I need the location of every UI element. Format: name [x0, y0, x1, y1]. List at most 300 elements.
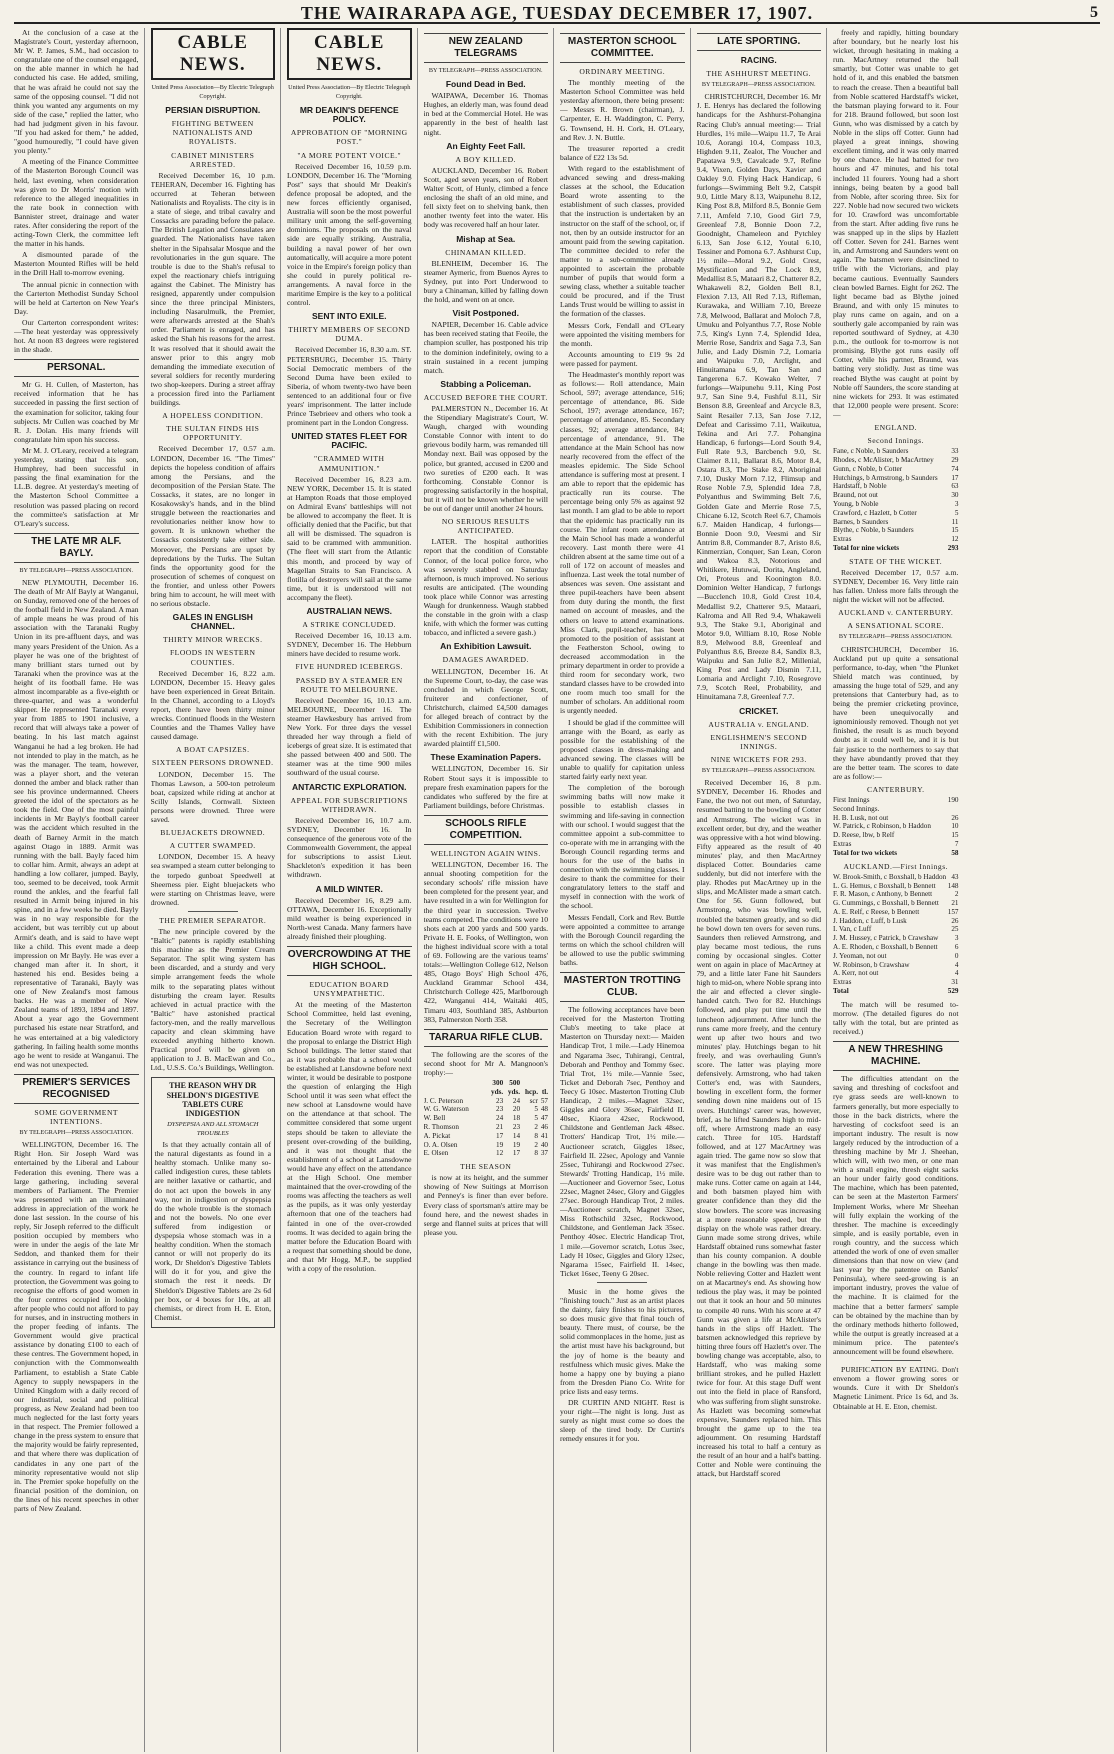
table-cell: 8: [534, 1131, 539, 1140]
table-cell: E. Olsen: [423, 1149, 449, 1158]
table-header-row: [424, 1079, 549, 1088]
subheading: SIXTEEN PERSONS DROWNED.: [152, 758, 274, 768]
article-paragraph: Music in the home gives the "finishing touch." Just as an artist places the dainty, fairy finishes to his pictures, so does music give that final touch of beauty. There must, of course, be the solid commonplaces in the home, just as the artist must have his background, but the joy of home is the beauty and restfulness which music gives. Make the home a happy one by buying a piano from the Dresden Piano Co. Write for price lists and easy terms.: [560, 1286, 685, 1396]
article-paragraph: At the conclusion of a case at the Magistrate's Court, yesterday afternoon, Mr W. P. James, S.M., had occasion to congratulate one of the counsel engaged, on the able manner in which he had conducted his case. He added, smiling, that he was afraid he could not say the same of the opposing counsel. "I did not think you wanted any arguments on my side of the case," replied the latter, who had had judgment given in his favour. "If you had asked for them," he added, "good humouredly, "I could have given you plenty.": [14, 28, 139, 156]
article-paragraph: A meeting of the Finance Committee of the Masterton Borough Council was held, last evening, when consideration was given to Dr Morris' motion with reference to the alleged inequalities in the rate book in connection with Bannister street, drainage and water rates. After considering the report of the acting-Town Clerk, the committee left the matter in his hands.: [14, 157, 139, 249]
subheading: FIVE HUNDRED ICEBERGS.: [295, 662, 403, 672]
table-row: [833, 500, 959, 509]
heading-trotting: MASTERTON TROTTING CLUB.: [560, 972, 685, 1002]
subheading: A STRIKE CONCLUDED.: [302, 620, 397, 630]
table-cell: hcp.: [525, 1087, 539, 1096]
table-cell: 19: [495, 1140, 504, 1149]
subheading: ORDINARY MEETING.: [579, 67, 666, 76]
table-cell: Braund, not out: [833, 491, 878, 500]
article-paragraph: Messrs Fendall, Cork and Rev. Buttle were appointed a committee to arrange with the Borough Council regarding the terms on which the school children will be allowed to use the public swimming baths.: [560, 912, 685, 967]
heading-personal: PERSONAL.: [14, 359, 139, 377]
heading-found-dead: Found Dead in Bed.: [445, 79, 526, 90]
table-cell: 2: [534, 1122, 539, 1131]
table-cell: Fane, c Noble, b Saunders: [833, 447, 909, 456]
table-cell: 5: [954, 508, 959, 517]
table-cell: 63: [951, 482, 959, 491]
table-cell: 24: [495, 1114, 504, 1123]
table-row: [833, 969, 959, 978]
table-cell: W. Patrick, c Robinson, b Haddon: [833, 822, 931, 831]
table-cell: A. Pickat: [423, 1131, 451, 1140]
table-cell: W. Robinson, b Crawshaw: [833, 960, 910, 969]
table-row: [833, 796, 959, 805]
table-cell: First Innings: [833, 796, 870, 805]
column-4: [424, 28, 555, 1752]
table-cell: tl.: [541, 1087, 548, 1096]
table-cell: Total for nine wickets: [833, 543, 900, 552]
table-row: [424, 1132, 549, 1141]
table-cell: 4: [954, 969, 959, 978]
table-cell: Gunn, c Noble, b Cotter: [833, 464, 903, 473]
subheading: A SENSATIONAL SCORE.: [847, 621, 944, 631]
article-paragraph: The match will be resumed to-morrow. (The detailed figures do not tally with the total, but are printed as received.): [833, 999, 959, 1037]
article-paragraph: BLENHEIM, December 16. The steamer Aymeric, from Buenos Ayres to Sydney, put into Port Underwood to bury a Chinaman, killed by falling down the hold, and went on at once.: [423, 258, 548, 305]
table-row: [833, 491, 959, 500]
article-paragraph: The completion of the borough swimming baths will now make it possible to establish classes in swimming and life-saving in connection with our school. I would suggest that the committee appoint a sub-committee to co-operate with me in arranging with the Borough Council regarding terms and hours for the use of the baths in connection with the swimming classes. I desire to thank the committee for their congratulatory letters to the staff and myself in connection with the work of the school.: [560, 783, 685, 911]
ad-title: THE REASON WHY DR SHELDON'S DIGESTIVE TABLETS CURE INDIGESTION: [166, 1081, 259, 1118]
table-row: [833, 840, 959, 849]
table-cell: 23: [495, 1105, 504, 1114]
column-3: [287, 28, 418, 1752]
subheading: APPEAL FOR SUBSCRIPTIONS WITHDRAWN.: [290, 795, 408, 814]
subheading: DAMAGES AWARDED.: [442, 655, 529, 665]
article-paragraph: Received December 16, 8.29 a.m. OTTAWA, December 16. Exceptionally mild weather is being experienced in North-west Canada. Many farmers have already finished their ploughing.: [287, 895, 412, 941]
table-row: [833, 518, 959, 527]
table-cell: 20: [512, 1105, 521, 1114]
article-paragraph: Received December 17, 0.57 a.m. LONDON, December 16. "The Times" depicts the hopeless condition of affairs among the Persians, and the decomposition of the Persian State. The Cossacks, it states, are no longer in Kosakowsky's hands, and in the blind struggle between the reactionaries and revolutionaries neither know how to govern. It is unknown whether the Cossacks consistently take either side. Moreover, the Persians are upset by depredations by the Turks. The Sultan finds the opportunity good for the prosecution of schemes of conquest on the frontier, and unless other Powers bring him to account, he will meet with no serious obstacle.: [150, 444, 275, 609]
article-paragraph: CHRISTCHURCH, December 16. Auckland put up quite a sensational performance, to-day, when "the Plunket Shield match was continued, by amassing the huge total of 529, and any pretensions that Canterbury had, as to being the premier cricketing province, have been unequivocally and ignominiously removed. Though not yet finished, the result is as much beyond doubt as it could well be, and it is but fair justice to the northerners to say that they have abundantly proved that they are the better team. The scores to date are as follow:—: [833, 644, 959, 781]
table-cell: 58: [951, 848, 959, 857]
article-paragraph: At the meeting of the Masterton School Committee, held last evening, the Secretary of the Wellington Education Board wrote with regard to the proposal to enlarge the District High School buildings. The letter stated that as it was probable that a school would be established at Lansdowne before next winter, it would be desirable to postpone the question of enlarging the High School until it was seen what effect the new school at Lansdowne would have on the attendance at that school. The committee considered that some urgent steps should be taken to alleviate the present over-crowding of the building, and it was not thought that the establishment of a school at Lansdowne would have any effect on the attendance at the High School. One member maintained that the over-crowding of the rooms was affecting the teachers as well as the pupils, as it was only yesterday afternoon that one of the teachers had fainted in one of the over-crowded rooms. It was decided to again bring the matter before the Education Board with a request that something should be done, and that Mr Hogg, M.P., be supplied with a copy of the resolution.: [287, 1000, 412, 1273]
table-cell: 41: [540, 1131, 548, 1140]
table-cell: 30: [951, 491, 959, 500]
table-row: [833, 814, 959, 823]
heading-cable-news: CABLE NEWS.: [287, 28, 412, 80]
heading-late-sporting: LATE SPORTING.: [697, 33, 822, 51]
subheading: ENGLISHMEN'S SECOND INNINGS.: [710, 732, 808, 751]
subheading: FLOODS IN WESTERN COUNTIES.: [169, 648, 256, 667]
table-cell: 293: [947, 543, 959, 552]
article-paragraph: Received December 16, 8.30 a.m. ST. PETERSBURG, December 15. Thirty Social Democratic members of the Second Duma have been exiled to Siberia, of whom twenty-two have been sentenced to an additional four or five years' imprisonment. The latter include Prince Tsebrieev and others who took a prominent part in the London Congress.: [287, 345, 412, 428]
article-paragraph: PURIFICATION BY EATING. Don't envenom a flower growing sores or wounds. Cure it with Dr Sheldon's Magnetic Liniment. Price 1s 6d, and 3s. Obtainable at H. E. Eton, chemist.: [833, 1365, 959, 1411]
table-row: [424, 1149, 549, 1158]
table-cell: [538, 1079, 548, 1088]
table-total-row: [833, 987, 959, 996]
article-paragraph: The treasurer reported a credit balance of £22 13s 5d.: [560, 143, 685, 162]
article-paragraph: The Headmaster's monthly report was as follows:— Roll attendance, Main School, 597; average attendance, 516; percentage of attendance, 86. Side School, 197; average attendance, 167; percentage of attendance, 85. Secondary classes, 92; average attendance, 84; percentage of attendance, 91. The attendance at the Main School has now nearly recovered from the effect of the measles epidemic. The Side School attendance is suffering most at present. I am able to report that the epidemic has practically run its course. The percentage being only 5% as against 92 last month. I am glad to be able to report that the epidemic has practically run its course. The infant room attendance at the Main School has made a wonderful recovery. Last month there were 41 children absent at the same time out of a roll of 172 on account of measles and influenza. Last week the total number of absences was seven. One assistant and three pupil-teachers have been absent from duty during the month, the first named on account of measles, and the others on leave to attend examinations. Miss Clark, pupil-teacher, has been promoted to the position of assistant at the Featherston School, owing to decreased accommodation in the primary department in order to provide a third room for secondary work, two standard classes have to be crowded into one room much too small for the number of scholars. An additional room is urgently needed.: [560, 370, 685, 716]
article-paragraph: With regard to the establishment of advanced sewing and dress-making classes at the school, the Education Board wrote assenting to the establishment of such classes, provided that the instruction is undertaken by an instructor on the staff of the school, or, if not, then by an outside instructor for an amount paid from the sewing capitation. The committee decided to refer the matter to a sub-committee already appointed to ascertain the probable number of pupils that would form a sewing class, whether a suitable teacher could be procured, and if the Trust Lands Trust would be willing to assist in the formation of the classes.: [560, 163, 685, 319]
subheading: STATE OF THE WICKET.: [849, 556, 943, 566]
table-cell: I. Van, c Luff: [833, 925, 872, 934]
subheading: AUSTRALIA v. ENGLAND.: [708, 719, 810, 729]
heading-exam-papers: These Examination Papers.: [430, 752, 542, 763]
table-cell: 4: [954, 960, 959, 969]
table-cell: Total: [833, 987, 849, 996]
article-paragraph: Received December 16, 8.23 a.m. NEW YORK, December 15. It is stated at Hampton Roads that those employed on Admiral Evans' battleships will not be allowed to accompany the fleet. It is officially denied that the Pacific, but that all will be dismissed. The squadron is said to be crammed with ammunition. (The fleet will start from the Atlantic this month, and proceed by way of Magellan Straits to San Francisco. A flotilla of destroyers will sail at the same time, but it is understood will not accompany the fleet).: [287, 474, 412, 602]
subheading: A BOY KILLED.: [455, 154, 516, 164]
table-row: [833, 456, 959, 465]
subheading: SOME GOVERNMENT INTENTIONS.: [34, 1107, 119, 1127]
article-paragraph: PALMERSTON N., December 16. At the Stipendiary Magistrate's Court, W. Waugh, charged with wounding Constable Connor with intent to do grievous bodily harm, was remanded till Monday next. Bail was opposed by the police, but granted, accused in £200 and two sureties of £200 each. It was forthcoming. Constable Connor is progressing satisfactorily in the hospital, but it will not be known whether he will be out of danger until another 24 hours.: [423, 404, 548, 514]
table-cell: A. E. Rhoden, c Boxshall, b Bennett: [833, 943, 938, 952]
subheading: THIRTY MEMBERS OF SECOND DUMA.: [288, 325, 411, 344]
table-row: [833, 943, 959, 952]
subheading: AUCKLAND v. CANTERBURY.: [838, 608, 954, 618]
column-7: [833, 28, 964, 1752]
table-cell: yds.: [507, 1087, 521, 1096]
table-cell: 47: [540, 1114, 548, 1123]
table-row: [833, 925, 959, 934]
heading-premier: PREMIER'S SERVICES RECOGNISED: [14, 1074, 139, 1104]
table-cell: 5: [534, 1105, 539, 1114]
article-paragraph: The annual picnic in connection with the Carterton Methodist Sunday School will be held at Carterton on New Year's Day.: [14, 279, 139, 316]
subheading: APPROBATION OF "MORNING POST.": [290, 128, 408, 147]
table-cell: 29: [951, 456, 959, 465]
table-cell: 46: [540, 1122, 548, 1131]
table-row: [833, 899, 959, 908]
masthead-title: THE WAIRARAPA AGE, TUESDAY DECEMBER 17, 1907.: [300, 2, 814, 23]
table-cell: O. A. Olsen: [423, 1140, 458, 1149]
heading-school-committee: MASTERTON SCHOOL COMMITTEE.: [560, 33, 685, 63]
subheading: A CUTTER SWAMPED.: [169, 841, 256, 851]
table-cell: 43: [951, 872, 959, 881]
heading-rifle: SCHOOLS RIFLE COMPETITION.: [424, 815, 549, 845]
table-row: [833, 908, 959, 917]
article-paragraph: The new principle covered by the "Baltic" patents is rapidly establishing this machine as the Premier Cream Separator. The split wing system has been discarded, and a sturdy and very simple arrangement feeds the whole milk to the separating plates without disturbing the cream layer. Results achieved in actual practice with the "Baltic" have astonished practical factory-men, and the really marvellous capacity and clean skimming have exceeded anything hitherto known. Practical proof will be given on application to J. B. MacEwan and Co., Ltd., U.S.S. Co.'s Buildings, Wellington.: [150, 926, 275, 1073]
heading-overcrowding: OVERCROWDING AT THE HIGH SCHOOL.: [287, 946, 412, 976]
article-paragraph: Mr M. J. O'Leary, received a telegram yesterday, stating that his son, Humphrey, had been successful in passing the final examination for the LL.B. degree. At yesterday's meeting of the Masterton School Committee a resolution was passed placing on record the committee's satisfaction at Mr O'Leary's success.: [14, 445, 139, 528]
table-cell: 8: [534, 1149, 539, 1158]
table-row: [833, 873, 959, 882]
subheading: A HOPELESS CONDITION.: [162, 411, 264, 421]
ad-text: Is that they actually contain all of the natural digestants as found in a healthy stomach. Unlike many so-called indigestion cures, these tablets are neither laxative or cathartic, and do not act upon the bowels in any way, nor in indigestion or dyspepsia do the whole trouble is the stomach and not the bowels. No one ever suffered from indigestion or dyspepsia whose stomach was in a healthy condition. When the stomach cannot or will not properly do its work, Dr Sheldon's Digestive Tablets will do it for you, and give the stomach the rest it needs. Dr Sheldon's Digestive Tablets are 2s 6d per box, or 4 boxes for 10s, at all chemists, or direct from H. E. Eton, Chemist.: [154, 1140, 271, 1322]
article-paragraph: WELLINGTON, December 16. The annual shooting competition for the secondary schools' rifle mission have been completed for the present year, and have resulted in a win for Wellington for the third year in succession. Twelve teams competed. The conditions were 10 shots each at 200 yards and 500 yards. Private H. E. Fooks, of Wellington, won the highest individual score with a total of 69. Following are the various teams' totals:—Wellington College 612, Nelson 485, Otago Boys' High School 476, Auckland Grammar School 434, Christchurch College 425, Marlborough 422, Wanganui 414, Waitaki 405, Timaru 403, Southland 385, Ashburton 383, Palmerston North 358.: [423, 860, 548, 1024]
table-cell: W. Bell: [423, 1114, 446, 1123]
press-credit: BY TELEGRAPH—PRESS ASSOCIATION.: [701, 767, 816, 775]
heading-australian: AUSTRALIAN NEWS.: [306, 605, 392, 616]
table-cell: 11: [951, 517, 959, 526]
table-row: [833, 952, 959, 961]
heading-mishap: Mishap at Sea.: [456, 233, 516, 244]
article-paragraph: Received December 16, 8 p.m. SYDNEY, December 16. Rhodes and Fane, the two not out men, of Saturday, resumed batting to the bowling of Cotter and Armstrong. The wicket was in excellent order, but dry, and the weather was oppressive with a hot wind blowing. Fifty appeared as the result of 40 minutes' play, and then MacArtney displaced Cotter. Boundaries came suddenly, but did not interfere with the play. Rhodes put MacArtney up in the slips, and McAlister made a smart catch. One for 56. Gunn followed, but Armstrong, who was bowling well, troubled the batsmen greatly, and so did he bowl down ten overs for seven runs. Saunders then relieved Armstrong, and play became most tedious, the runs coming by occasional singles. Cotter went on again in place of MacArtney at 79, and a little later Fane hit Saunders high to mid-on, where Noble sprang into the air and effected a clever single-handed catch. Two for 82. Hutchings followed, and play put time until the luncheon adjournment. After lunch the runs came more freely, and the century went up after two hours and two minutes' play. Hutchings began to hit freely, and was overhauling Gunn's score. The latter was playing more defensively. Armstrong, who had taken Cotter's end, was with Saunders, bowling in excellent form, the former sending down nine maidens out of 15 overs. Hutchings' career was, however, brief, as he lifted Saunders high to mid-off, where Armstrong made an easy catch. Three for 105. Hardstaff followed, and at 127 MacArtney was again tried. The game now so slow that it was manifest that the Englishmen's desire was to be dug out rather than to make runs. Cotter came on again at 144, and both batsmen played him with greater confidence than they did the slow bowlers. The score was increasing at a more reasonable speed, but the display on the whole was rather dreary. Gunn made some strong drives, while Hardstaff obtained runs somewhat faster than his county companion. A double change in the bowling was then made. Noble relieving Cotter and Hazlett went on at Macartney's end. As showing how tedious the play was, it may be pointed out that it took an hour and 50 minutes to compile 40 runs. With his score at 47 Gunn was given a life at McAlister's hands in the slips off Hazlett. The batsmen acknowledged this reprieve by hitting three fours off Hazlett's over. The bowling change was acceptable, also, to Hardstaff, who was making some brilliant strokes, and he pulled Hazlett twice for four. At this stage Duff went out into the field in place of Ransford, who was suffering from slight sunstroke. As Hazlett was becoming somewhat expensive, Saunders replaced him. This brought the game up to the tea adjournment. On resuming Hardstaff increased his total to half a century as the result of an hour and a half's batting. Cotter and Noble were continuing the attack, but Hardstaff scored: [696, 778, 821, 1479]
article-paragraph: Accounts amounting to £19 9s 2d were passed for payment.: [560, 349, 685, 368]
press-credit: BY TELEGRAPH—PRESS ASSOCIATION.: [701, 81, 816, 89]
subheading: PASSED BY A STEAMER EN ROUTE TO MELBOURNE.: [295, 675, 403, 694]
table-cell: 300: [492, 1079, 504, 1087]
table-cell: 0: [954, 951, 959, 960]
table-cell: W. G. Waterson: [423, 1105, 469, 1114]
subheading: CHINAMAN KILLED.: [445, 247, 527, 257]
table-cell: Extras: [833, 535, 852, 544]
table-cell: 74: [951, 464, 959, 473]
table-cell: 17: [951, 473, 959, 482]
heading-antarctic: ANTARCTIC EXPLORATION.: [292, 781, 407, 792]
article-paragraph: WELLINGTON, December 16. At the Supreme Court, to-day, the case was concluded in which George Scott, fruiterer and confectioner, of Christchurch, claimed £4,500 damages for alleged breach of contract by the Exhibition Commissioners in connection with the recent Exhibition. The jury awarded plaintiff £1,500.: [423, 666, 548, 749]
table-row: [833, 474, 959, 483]
table-cell: 57: [540, 1096, 548, 1105]
subheading: EDUCATION BOARD UNSYMPATHETIC.: [309, 980, 389, 999]
article-paragraph: NAPIER, December 16. Cable advice has been received stating that Feoile, the champion sculler, has postponed his trip to the dominion indefinitely, owing to a strain sustained in a recent jumping match.: [423, 320, 548, 375]
masthead: [14, 4, 1100, 24]
table-cell: [424, 1088, 487, 1097]
press-credit: BY TELEGRAPH—PRESS ASSOCIATION.: [19, 566, 134, 574]
table-row: [424, 1123, 549, 1132]
canterbury-score-table: [833, 796, 959, 858]
advertisement: [151, 1077, 276, 1327]
heading-tararua: TARARUA RIFLE CLUB.: [424, 1029, 549, 1047]
column-2: [151, 28, 282, 1752]
subheading: Second Innings.: [867, 436, 924, 446]
heading-deakin: MR DEAKIN'S DEFENCE POLICY.: [299, 105, 399, 125]
subheading: THE SEASON: [460, 1162, 512, 1172]
table-cell: 10: [951, 822, 959, 831]
table-row: [833, 822, 959, 831]
article-paragraph: Mr G. H. Cullen, of Masterton, has received information that he has succeeded in passing the first section of the examination for solicitor, taking four subjects. Mr Cullen was coached by Mr R. J. Dolan. His many friends will congratulate him upon his success.: [14, 380, 139, 444]
article-paragraph: WAIPAWA, December 16. Thomas Hughes, an elderly man, was found dead in bed at the Commercial Hotel. He was apparently in the best of health last night.: [423, 91, 548, 137]
subheading: NINE WICKETS FOR 293.: [710, 754, 807, 764]
table-cell: 7: [954, 840, 959, 849]
table-cell: A. E. Relf, c Reese, b Bennett: [833, 907, 920, 916]
article-paragraph: LATER. The hospital authorities report that the condition of Constable Connor, of the local police force, who was severely stabbed on Saturday afternoon, is much improved. No serious results are anticipated. (The wounding took place while Connor was arresting Waugh for drunkenness. Waugh stabbed the constable in the groin with a clasp knife, with which the former was cutting tobacco, and inflicted a severe gash.): [423, 537, 548, 638]
divider: [597, 1282, 647, 1283]
article-paragraph: WELLINGTON, December 16. Sir Robert Stout says it is impossible to prepare fresh examination papers for the candidates who suffered by the fire at Parliament buildings, before Christmas.: [423, 764, 548, 810]
table-cell: 2: [534, 1140, 539, 1149]
table-cell: G. Cummings, c Boxshall, b Bennett: [833, 899, 939, 908]
rifle-score-table: [424, 1079, 549, 1158]
subheading: BLUEJACKETS DROWNED.: [160, 828, 266, 838]
article-paragraph: Received December 17, 0.57 a.m. SYDNEY, December 16. Very little rain has fallen. Unless more falls through the night the wicket will not be affected.: [833, 567, 959, 605]
article-paragraph: A dismounted parade of the Masterton Mounted Rifles will be held in the Drill Hall to-morrow evening.: [14, 250, 139, 278]
press-credit: United Press Association—By Electric Telegraph Copyright.: [288, 84, 411, 101]
table-cell: Extras: [833, 978, 852, 987]
heading-bayly: THE LATE MR ALF. BAYLY.: [14, 533, 139, 563]
heading-visit: Visit Postponed.: [452, 308, 519, 319]
table-cell: Young, b Noble: [833, 500, 879, 508]
table-cell: 37: [540, 1149, 548, 1158]
article-paragraph: The monthly meeting of the Masterton School Committee was held yesterday afternoon, there being present:— Messrs R. Brown (chairman), J. Carpenter, E. H. Waddington, C. Perry, G. Townsend, H. H. Cork, H. O'Leary, and Rev. J. N. Buttle.: [560, 78, 685, 142]
table-cell: 40: [540, 1140, 548, 1149]
article-paragraph: Messrs Cork, Fendall and O'Leary were appointed the visiting members for the month.: [560, 320, 685, 348]
subheading: A BOAT CAPSIZES.: [176, 745, 250, 755]
heading-fleet: UNITED STATES FLEET FOR PACIFIC.: [291, 431, 408, 451]
table-total-row: [833, 544, 959, 553]
auckland-score-table: [833, 873, 959, 996]
table-cell: L. G. Hemus, c Boxshall, b Bennett: [833, 881, 936, 890]
heading-cable-news: CABLE NEWS.: [151, 28, 276, 80]
subheading: THE ASHHURST MEETING.: [706, 69, 812, 79]
subheading: THIRTY MINOR WRECKS.: [162, 635, 263, 645]
table-row: [833, 805, 959, 814]
table-cell: 12: [495, 1149, 504, 1158]
table-row: [833, 917, 959, 926]
article-paragraph: Received December 16, 8.22 a.m. LONDON, December 15. Heavy gales have been experienced in Great Britain. In the Channel, according to a Lloyd's report, there have been thirty minor wrecks. Continued floods in the Western Counties and the Thames Valley have caused damage.: [150, 668, 275, 742]
table-cell: [520, 1079, 538, 1088]
table-cell: 26: [951, 916, 959, 925]
table-cell: 24: [512, 1096, 521, 1105]
table-cell: 23: [512, 1122, 521, 1131]
table-cell: 157: [947, 907, 959, 916]
article-paragraph: Received December 16, 10.7 a.m. SYDNEY, December 16. In consequence of the generous vote of the Commonwealth Government, the appeal for subscriptions to assist Lieut. Shackleton's expedition it has been withdrawn.: [287, 815, 412, 880]
article-paragraph: Received December 16, 10.13 a.m. SYDNEY, December 16. The Hebburn miners have decided to resume work.: [287, 631, 412, 659]
subheading: ACCUSED BEFORE THE COURT.: [423, 392, 548, 402]
article-paragraph: The difficulties attendant on the saving and threshing of cocksfoot and rye grass seeds are well-known to farmers generally, but more especially to those in the back districts, where the harvesting of cocksfoot seed is an important industry. The result is now largely reduced by the introduction of a threshing machine by Mr J. Sheehan, which will, with two men, or one man with a small engine, thresh eight sacks an hour under fairly good conditions. The machine, which has been patented, can be seen at the Masterton Farmers' Implement Works, where Mr Sheehan will fully explain the working of the thresher. The machine is exceedingly simple, and is easily portable, even in rough country, and the success which attended the work of one of even smaller dimensions than that now on view (and last year by the patentee on Banks' Peninsula), where seed-growing is an important industry, proves the value of the machine. It is claimed for the machine that a better farmers' sample can be obtained by the machine than by the ordinary methods hitherto followed, while the output is greatly increased at a minimum price. The patentee's announcement will be found elsewhere.: [833, 1074, 959, 1357]
table-cell: 31: [951, 978, 959, 987]
table-cell: Total for two wickets: [833, 848, 898, 857]
table-cell: 26: [951, 813, 959, 822]
table-row: [833, 465, 959, 474]
column-5: [560, 28, 691, 1752]
heading-racing: RACING.: [740, 55, 777, 65]
table-total-row: [833, 849, 959, 858]
table-cell: 5: [534, 1114, 539, 1123]
table-cell: A. Kerr, not out: [833, 969, 879, 978]
table-cell: 17: [495, 1131, 504, 1140]
table-cell: [424, 1079, 487, 1088]
table-cell: R. Thomson: [423, 1122, 459, 1131]
article-paragraph: NEW PLYMOUTH, December 16. The death of Mr Alf Bayly at Wanganui, on Sunday, removed one of the heroes of the football field in New Zealand. A man of ample means he was proud of his association with the Taranaki Rugby Union in its pre-affluent days, and was many years President of the Union. As a player he was one of the brightest of many brilliant stars turned out by Taranaki when the province was at the height of its football fame. He was almost incomparable as a five-eighth or three-quarter, and was a wonderful skipper. He represented Taranaki every year from 1885 to 1901 inclusive, a record that will always take a power of beating. In his last match against Wanganui he had a leg broken. He had not intended to play in the match, as he was the manager. The team, however, was a player short, and the veteran donned the amber and black rather than see his province undermanned. Cheers greeted the idol of the spectators as he took the field. One of the most painful incidents in Mr Bayly's football career was the accident which resulted in the death of Barney Armit in the match against Otago in 1889. Armit was running with the ball. Bayly faced him to collar him. Armit, always an adept at handling a low collarer, jumped. Bayly, too, seemed to be deceived, took Armit round the ankles, and the fearful fall resulted in Armit being injured in his spine, and in a few weeks he died. Bayly was in no way responsible for the accident, but was terribly cut up about Armit's death, and is said to have wept like a child. This event made a deep impression on Mr Bayly. He was ever a changed man after it. In short, it hastened his end. Besides being a representative of Taranaki, Bayly was one of New Zealand's most famous backs. He was a member of New Zealand teams of 1893, 1894 and 1897. About a year ago the Government purchased his estate near Stratford, and he was entertained at a big valedictory gathering. In failing health some months ago he went to reside at Wanganui. The end was not unexpected.: [14, 577, 139, 1069]
article-paragraph: LONDON, December 15. The Thomas Lawson, a 500-ton petroleum boat, capsized while riding at anchor at Scilly Islands, Cornwall. Sixteen persons were drowned. Three were saved.: [150, 769, 275, 825]
article-paragraph: Our Carterton correspondent writes:—The heat yesterday was oppressively hot. At noon 83 degrees were registered in the shade.: [14, 317, 139, 355]
heading-exile: SENT INTO EXILE.: [312, 311, 387, 322]
article-paragraph: freely and rapidly, hitting boundary after boundary, but he nearly lost his wicket, through hesitating in making a run. MacArtney returned the ball smartly, but Cotter was unable to get hold of it, and this enabled the batsmen to reach the crease. Then a beautiful ball from Noble scattered Hardstaff's wicket, the batsman playing forward to it. Four for 218. Braund followed, but soon lost Gunn, who was dismissed by a catch by Noble in the slips off Cotter. Gunn had played a great innings, showing excellent timing, and it was only marred by one chance. He had batted for two hours and 47 minutes, and his total included 11 fourers. Young had a short innings, being beaten by a good ball from Noble, after scoring three. Six for 227. Noble had now secured two wickets for 10. Crawford was uncomfortable from the start. After adding five runs he was snapped up in the slips by Hazlett off Cotter. Seven for 241. Barnes went in, and Armstrong and Saunders went on again. The batsmen were disinclined to trifle with the Victorians, and play became cautious. Eventually Saunders clean bowled Barnes. Eight for 262. The light became bad as Blythe joined Braund, and with only 15 minutes to play runs came on again, and on a southerly gale accompanied by rain was reported southward of Sydney, at 4.30 p.m., the outlook for to-morrow is not promising. Blythe got runs easily off Cotter, while his partner, Braund, was batting very stolidly. Just as time was reached Blythe was caught at point by Noble off Saunders, the score standing at nine wickets for 293. It was estimated that 12,000 people were present. Score:—: [833, 28, 959, 419]
table-cell: Barnes, b Saunders: [833, 517, 889, 526]
article-paragraph: CHRISTCHURCH, December 16. Mr J. E. Henrys has declared the following handicaps for the Ashhurst-Pohangina Racing Club's annual meeting:— Trial Hurdles, 1½ mile—Waipu 11.7, Te Arai 10.6, Aorangi 10.4, Compass 10.3, Highden 9.11, Zealot, The Voucher and Papatawa 9.9, Cavalcade 9.7, Refine 9.4, Vixen, Golden Days, Xavier and Oakley 9.0. Flying Hack Handicap, 6 furlongs—Swimming Belt 9.2, Catspit 9.0, Little Mary 8.13, Waipunehu 8.12, King Post 8.8, Milford 8.5, Bonnie Gem 7.11, Amfeld 7.10, Good Girl 7.9, Greenleaf 7.8, Bonnie Doon 7.2, Goodnight, Chameleon and Pytchley 6.13, San Jose 6.12, Youtal 6.10, Tessiner and Pomona 6.7. Ashhurst Cup, 1½ mile—Moral 9.2, Gold Crest, Mystification and The Lock 8.9, Medallist 8.5, Mataari 8.2, Chatterer 8.2, Whakaweli 8.2, Golden Bell 8.1, Flexion 7.13, All Red 7.13, Rifleman, Kurawaka, and William 7.10, Breeze 7.8, Melwood, Ballarat and Moloch 7.8, Umuku and Polyanthus 7.7, Rose Noble 7.5, King's Lynn 7.4, Splendid Idea, Merrie Rose, Sandrix and Saga 7.3, San Julie, and Lady Dismin 7.2, Lomaria and Waipuku 7.0, Arclight, and Hinuitamana 6.9, Tan San and Tangerena 6.7. Kowako Welter, 7 furlongs—Waipunehu 9.11, King Post 9.7, San Sine 9.4, Fushful 8.11, Sir Benson 8.8, Greenleaf and Arcycle 8.3, Saint Resailer 7.13, San Jose 7.12, Defeat and Carissimo 7.11, Waikutua, Tekina and Ari 7.7. Pohangina Handicap, 6 furlongs—Lord South 9.4, Full Rate 9.3, Barcbench 9.0, St. Claimer 8.11, Ballarat 8.6, Motor 8.4, Ostara 8.3, The Stake 8.2, Aboriginal 7.10, Dusky Morn 7.12, Flimsup and Rose Noble 7.9, Splendid Idea 7.8, Polyanthus and Swimming Belt 7.6, Golden Gate and Merrie Rose 7.5, Chicane 6.12, Scotch Reel 6.7, Chamois 6.7. Maiden Handicap, 4 furlongs—Bonnie Doon 9.0, Veesmi and Sir Antrim 8.8, Commander 8.7, Aristo 8.6, Kinmerzian, Conquer, San Lean, Coron and Wakoa 8.3, Notorious and Whitikere, Hutuwai, Dorita, Angleland, Ori, Proteus and Koonington 8.0. Dominion Welter Handicap, 7 furlongs—Bucclench 10.8, Gold Crest 10.4, Medallist 9.2, Chatterer 9.5, Mataari, Kalroma and All Red 9.4, Whakaweli 9.3, The Stake 9.1, Aboriginal and Motor 9.0, William 8.10, Rose Noble 8.9, Melwood 8.8, Greenleaf and Polyanthus 8.6, Breeze 8.4, Sandix 8.3, Waipuku and San Julie 8.2, Millenial, King Post and Lady Dismin 7.11, Lomaria and Arclight 7.10, Rosegrove 7.9, Scotch Reel, Probability, and Hinuitamana 7.8, Greenleaf 7.7.: [696, 92, 821, 702]
table-cell: 3: [954, 500, 959, 508]
table-row: [833, 961, 959, 970]
table-row: [833, 890, 959, 899]
heading-winter: A MILD WINTER.: [315, 883, 383, 894]
table-row: [833, 482, 959, 491]
article-paragraph: Received December 16, 10 p.m. TEHERAN, December 16. Fighting has occurred at Teheran between Nationalists and Royalists. The city is in a state of siege, and tribal cavalry and Cossacks are parading before the palace. The British Legation and Consulates are guarded. The Nationalists have taken shelter in the Sipahsalar Mosque and the revolutionaries in the gun square. The trouble is due to the Shah's refusal to expel the reactionary chiefs intriguing against the Cabinet. The Ministry has resigned, apparently under compulsion since the three principal Ministers, including Nasarulmulk, the Premier, were afterwards arrested at the Shah's order. Parliament is enraged, and has asked the Shah his reasons for the arrest. It was resolved that it should await the answer prior to this angry mob demanding the immediate execution of several soldiers for recently murdering two shop-keepers. During a street affray a procession fired into the Parliament buildings.: [150, 170, 275, 408]
article-paragraph: The following are the scores of the second shoot for Mr A. Mangnoon's trophy:—: [423, 1049, 548, 1077]
table-row: [833, 882, 959, 891]
column-1: [14, 28, 145, 1752]
heading-eighty-feet: An Eighty Feet Fall.: [446, 140, 526, 151]
table-cell: Crawford, c Hazlett, b Cotter: [833, 508, 917, 517]
table-cell: J. C. Peterson: [423, 1096, 464, 1105]
heading-threshing: A NEW THRESHING MACHINE.: [833, 1041, 959, 1071]
table-cell: 48: [540, 1105, 548, 1114]
article-paragraph: I should be glad if the committee will arrange with the Board, as early as possible for the establishing of the proposed classes in dress-making and advanced sewing. The classes will be unable to qualify for capitation unless started fairly early next year.: [560, 717, 685, 782]
england-score-table: [833, 447, 959, 553]
table-cell: 14: [512, 1131, 521, 1140]
table-row: [424, 1097, 549, 1106]
table-cell: Hutchings, b Armstrong, b Saunders: [833, 473, 938, 482]
table-row: [833, 509, 959, 518]
press-credit: BY TELEGRAPH—PRESS ASSOCIATION.: [19, 1129, 134, 1137]
table-cell: yds.: [490, 1087, 504, 1096]
subheading: CANTERBURY.: [867, 784, 925, 794]
page-number: 5: [1090, 4, 1098, 21]
subheading: THE PREMIER SEPARATOR.: [159, 915, 267, 925]
subheading: WELLINGTON AGAIN WINS.: [430, 848, 541, 858]
ad-subtitle: DYSPEPSIA AND ALL STOMACH TROUBLES: [167, 1120, 259, 1137]
article-paragraph: WELLINGTON, December 16. The Right Hon. Sir Joseph Ward was entertained by the Liberal and Labour Federation this evening. There was a large gathering, including several members of Parliament. The Premier was presented with an illuminated address in appreciation of the work he done last session. In the course of his reply, Sir Joseph referred to the difficult position occupied by members who were in under the aegis of the late Mr Seddon, and thanked them for their assistance in carrying out the business of the country. In regard to infant life protection, the Government was going to recognise the efforts of good women in the four centres occupied in looking after people who could not afford to pay for nurses, and in instructing mothers in the proper feeding of infants. The Government would give practical assistance by donating £100 to each of these centres. The Government hoped, in conjunction with the Commonwealth Parliament, to establish a State Cable Agency to supply newspapers in the United Kingdom with a daily record of our industrial, social and political progress, as New Zealand had been too much neglected for the last forty years in that respect. The Premier followed a change in the press system to ensure that the majority would be fairly represented, and that where there was duplication of candidates in any one part of the minority representative would not slip in. The Premier spoke hopefully on the financial position of the dominion, on the lines of his recent speeches in other parts of New Zealand.: [14, 1140, 139, 1513]
subheading: "CRAMMED WITH AMMUNITION.": [314, 454, 385, 473]
table-row: [833, 978, 959, 987]
table-cell: 15: [951, 831, 959, 840]
article-paragraph: Received December 16, 10.59 p.m. LONDON, December 16. The "Morning Post" says that should Mr Deakin's defence proposal be adopted, and the new forces efficiently organised, Australia will soon be the most powerful military unit among the self-governing dominions. The proposals on the naval side are equally striking. Australia, building a naval power of her own automatically, will acquire a more potent voice in the Empire's foreign policy than she could in purely political re-arrangements. A naval force in the maritime Empire is the key to a political control.: [287, 161, 412, 308]
columns: [14, 28, 1100, 1752]
table-cell: 2: [954, 890, 959, 899]
table-row: [424, 1114, 549, 1123]
table-cell: scr: [529, 1096, 539, 1105]
table-cell: 33: [951, 447, 959, 456]
table-cell: J. Yeoman, not out: [833, 951, 887, 960]
divider: [871, 1360, 921, 1361]
heading-stabbing: Stabbing a Policeman.: [440, 378, 532, 389]
subheading: FIGHTING BETWEEN NATIONALISTS AND ROYALISTS.: [171, 119, 254, 147]
table-row: [424, 1105, 549, 1114]
table-row: [833, 447, 959, 456]
column-6: [697, 28, 828, 1752]
press-credit: BY TELEGRAPH—PRESS ASSOCIATION.: [838, 633, 953, 641]
article-paragraph: LONDON, December 15. A heavy sea swamped a steam cutter belonging to the torpedo gunboat Speedwell at Sheerness pier. Eight bluejackets who were starting on Christmas leave, were drowned.: [150, 852, 275, 907]
table-row: [833, 831, 959, 840]
article-paragraph: AUCKLAND, December 16. Robert Scott, aged seven years, son of Robert Walter Scott, of Hunly, climbed a fence enclosing the shaft of an old mine, and fell sixty feet on to shelving bank, then another twenty feet into the water. His body was recovered half an hour later.: [423, 165, 548, 230]
table-cell: 529: [947, 987, 959, 996]
table-cell: 25: [951, 925, 959, 934]
subheading: AUCKLAND.—First Innings.: [843, 861, 949, 871]
table-row: [833, 934, 959, 943]
table-cell: J. M. Hussey, c Patrick, b Crawshaw: [833, 934, 939, 943]
table-cell: 6: [954, 943, 959, 952]
table-cell: 190: [947, 796, 959, 805]
table-cell: F. R. Mason, c Anthony, b Bennett: [833, 890, 933, 899]
table-cell: Hardstaff, b Noble: [833, 482, 887, 491]
table-cell: 17: [512, 1149, 521, 1158]
table-cell: Extras: [833, 840, 852, 849]
table-cell: [946, 805, 958, 814]
heading-exhibition: An Exhibition Lawsuit.: [440, 641, 532, 652]
press-credit: BY TELEGRAPH—PRESS ASSOCIATION.: [428, 67, 543, 74]
press-credit: United Press Association—By Electric Telegraph Copyright.: [151, 84, 274, 101]
table-row: [833, 526, 959, 535]
table-cell: 3: [954, 934, 959, 943]
table-cell: 18: [512, 1114, 521, 1123]
table-cell: 23: [495, 1096, 504, 1105]
table-cell: 19: [512, 1140, 521, 1149]
table-cell: Blythe, c Noble, b Saunders: [833, 526, 914, 535]
table-cell: 15: [951, 526, 959, 535]
table-header-row: [424, 1088, 549, 1097]
table-cell: J. Haddon, c Luff, b Lusk: [833, 916, 907, 925]
table-cell: H. B. Lusk, not out: [833, 813, 889, 822]
table-cell: 500: [509, 1079, 521, 1087]
table-cell: W. Brook-Smith, c Boxshall, b Haddon: [833, 872, 947, 881]
subheading: THE SULTAN FINDS HIS OPPORTUNITY.: [166, 424, 260, 443]
table-cell: 21: [951, 899, 959, 908]
table-cell: Rhodes, c McAlister, b MacArtney: [833, 456, 934, 465]
table-cell: 148: [947, 881, 959, 890]
heading-nz-telegrams: NEW ZEALAND TELEGRAMS: [424, 33, 549, 63]
article-paragraph: is now at its height, and the summer showing of New Suitings at Morrison and Penney's is finer than ever before. Every class of sportsman's attire may be found here, and the newest shades in serge and flannel suits at prices that will please you.: [423, 1173, 548, 1237]
table-cell: Second Innings.: [833, 804, 880, 813]
article-paragraph: Received December 16, 10.13 a.m. MELBOURNE, December 16. The steamer Hawkesbury has arrived from New York. For three days the vessel threaded her way through a field of icebergs of great size. It is estimated that she passed between 400 and 500. The steamer was at the time 900 miles southward of the usual course.: [287, 695, 412, 778]
divider: [188, 911, 238, 912]
subheading: CABINET MINISTERS ARRESTED.: [171, 150, 255, 169]
subheading: NO SERIOUS RESULTS ANTICIPATED.: [441, 517, 530, 536]
table-cell: D. Reese, lbw, b Relf: [833, 831, 895, 840]
article-paragraph: The following acceptances have been received for the Masterton Trotting Club's meeting to take place at Masterton on Thursday next:— Maiden Handicap Trot, 1 mile.—Lady Hinemoa and Ngarama 3sec, Tuhirangi, Central, Deborah and Penthoy and Tommy 6sec. Trial Trot, 1½ mile.—Vannie 5sec, Ticket and Deborah 7sec, Penthoy and Teecy G 10sec. Masterton Trotting Club Handicap, 2 miles.—Magnet 32sec, Giggles and Glory 36sec, Fairfield II. 40sec, Kiaora 42sec, Rockwood, Childstone and Gentleman Jack 48sec. Trotters' Handicap Trot, 1½ mile.—Auctioneer scratch, Giggles 18sec, Fairfield II. 22sec, Apology and Vannie 25sec, Tuhirangi and Rockwood 27sec. Stewards' Trotting Handicap, 1½ mile.—Auctioneer and Governor 5sec, Lotus 22sec, Magnet 24sec, Glory and Giggles 27sec. Borough Handicap Trot, 2 miles.—Auctioneer scratch, Magnet 32sec, Miss Rothschild 32sec, Rockwood, Childstone, and Gentleman Jack 35sec. Penthoy 40sec. Electric Handicap Trot, 1 mile.—Governor scratch, Lotus 3sec, Lady H 10sec, Giggles and Glory 12sec, Ngarama 15sec, Fairfield II. 14sec, Ticket 16sec, Teeny G 20sec.: [560, 1005, 685, 1278]
heading-gales: GALES IN ENGLISH CHANNEL.: [172, 612, 253, 632]
heading-cricket: CRICKET.: [739, 705, 779, 716]
heading-persian: PERSIAN DISRUPTION.: [165, 105, 261, 116]
